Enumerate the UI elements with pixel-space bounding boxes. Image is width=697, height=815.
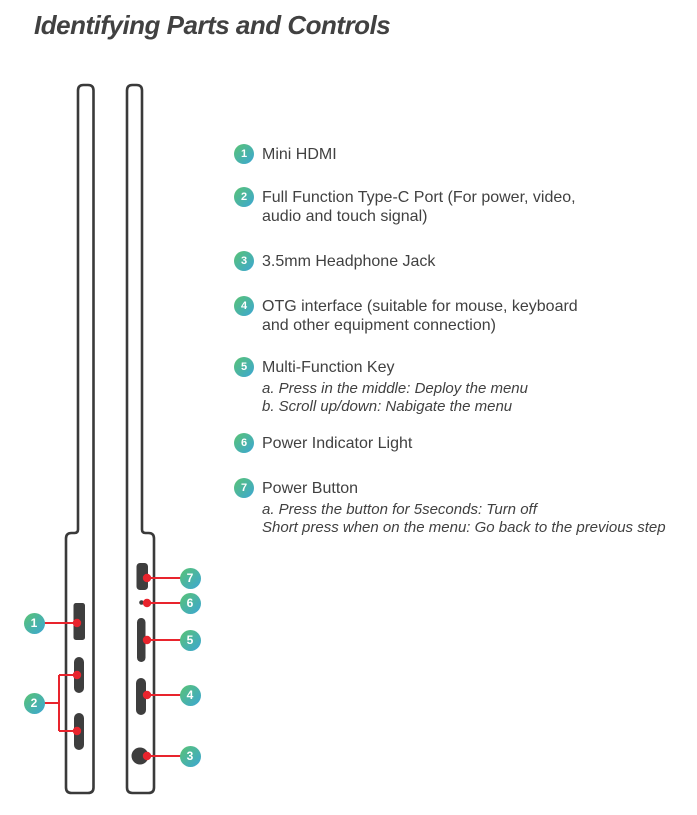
legend-label: Multi-Function Key — [262, 358, 395, 376]
legend-badge-1: 1 — [234, 144, 254, 164]
legend-item-otg — [234, 296, 689, 335]
legend-sublines — [262, 501, 666, 537]
legend-subline: b. Scroll up/down: Nabigate the menu — [262, 397, 513, 415]
connector-lines — [34, 578, 190, 756]
legend-badge-3: 3 — [234, 251, 254, 271]
legend-label: Full Function Type-C Port (For power, video, — [262, 188, 576, 206]
legend-badge-7: 7 — [234, 478, 254, 498]
page-title: Identifying Parts and Controls — [34, 10, 391, 40]
legend-badge-5: 5 — [234, 357, 254, 377]
legend-subline: a. Press the button for 5seconds: Turn off — [262, 500, 537, 518]
callout-badge-1: 1 — [24, 613, 45, 634]
legend-label: audio and touch signal) — [262, 207, 428, 225]
legend-item-power-button — [234, 478, 689, 537]
legend-subline: Short press when on the menu: Go back to the previous step — [262, 518, 666, 536]
legend-item-headphone-jack — [234, 251, 689, 271]
legend-badge-4: 4 — [234, 296, 254, 316]
legend-label: and other equipment connection) — [262, 316, 496, 334]
callout-badge-4: 4 — [180, 685, 201, 706]
callout-badge-5: 5 — [180, 630, 201, 651]
legend-subline: a. Press in the middle: Deploy the menu — [262, 379, 528, 397]
callout-badge-3: 3 — [180, 746, 201, 767]
legend-item-mini-hdmi — [234, 144, 689, 164]
legend-label: Mini HDMI — [262, 145, 337, 163]
legend-badge-2: 2 — [234, 187, 254, 207]
callout-badge-2: 2 — [24, 693, 45, 714]
legend-badge-6: 6 — [234, 433, 254, 453]
legend-item-type-c — [234, 187, 689, 226]
legend-label: Power Button — [262, 479, 359, 497]
legend-item-multi-function-key — [234, 357, 689, 416]
legend-sublines — [262, 380, 528, 416]
legend-label: OTG interface (suitable for mouse, keyboard — [262, 297, 578, 315]
callout-badge-6: 6 — [180, 593, 201, 614]
legend-item-power-indicator — [234, 433, 689, 453]
callout-badge-7: 7 — [180, 568, 201, 589]
legend-label: Power Indicator Light — [262, 434, 413, 452]
legend-label: 3.5mm Headphone Jack — [262, 252, 436, 270]
